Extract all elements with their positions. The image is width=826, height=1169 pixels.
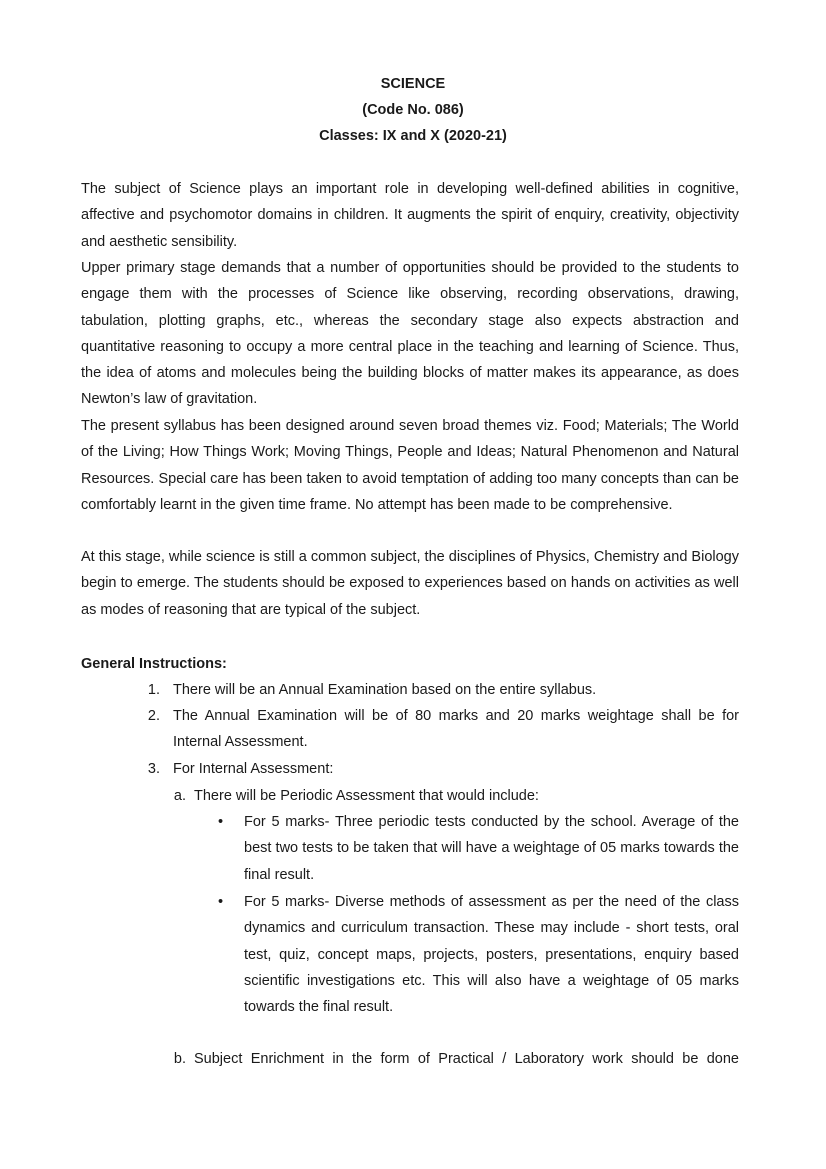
- list-item: There will be an Annual Examination based on the entire syllabus.: [173, 682, 597, 698]
- bullet-icon: •: [218, 814, 224, 830]
- bullet-item: For 5 marks- Diverse methods of assessment as per the need of the class dynamics and curriculum transaction. These may include - short tests, oral test, quiz, concept maps, projects, posters, presentations, enquiry based scientific investigations etc. This will also have a weightage of 05 marks towards the final result.: [244, 894, 739, 1016]
- list-item: The Annual Examination will be of 80 marks and 20 marks weightage shall be for Internal Assessment.: [173, 708, 739, 751]
- sub-item-marker: a.: [173, 788, 186, 804]
- list-marker: 1.: [147, 682, 160, 698]
- bullet-icon: •: [218, 894, 224, 910]
- general-instructions-heading: General Instructions:: [81, 656, 227, 672]
- list-marker: 3.: [147, 761, 160, 777]
- intro-paragraph-3: The present syllabus has been designed around seven broad themes viz. Food; Materials; The World of the Living; How Things Work; Moving Things, People and Ideas; Natural Phenomenon and Natural Resources. Special care has been taken to avoid temptation of adding too many concepts than can be comfortably learnt in the given time frame. No attempt has been made to be comprehensive.: [81, 418, 739, 513]
- classes-line: Classes: IX and X (2020-21): [319, 128, 507, 144]
- intro-paragraph-4: At this stage, while science is still a common subject, the disciplines of Physics, Chemistry and Biology begin to emerge. The students should be exposed to experiences based on hands on activities as well as modes of reasoning that are typical of the subject.: [81, 549, 739, 618]
- intro-paragraph-1: The subject of Science plays an important role in developing well-defined abilities in cognitive, affective and psychomotor domains in children. It augments the spirit of enquiry, creativity, objectivity and aesthetic sensibility.: [81, 181, 739, 250]
- sub-item-marker: b.: [173, 1051, 186, 1067]
- sub-item-a: There will be Periodic Assessment that would include:: [194, 788, 539, 804]
- document-title: SCIENCE: [380, 76, 446, 92]
- subject-code: (Code No. 086): [362, 102, 464, 118]
- list-marker: 2.: [147, 708, 160, 724]
- list-item: For Internal Assessment:: [173, 761, 334, 777]
- bullet-item: For 5 marks- Three periodic tests conducted by the school. Average of the best two tests to be taken that will have a weightage of 05 marks towards the final result.: [244, 814, 739, 883]
- sub-item-b: Subject Enrichment in the form of Practical / Laboratory work should be done: [194, 1051, 739, 1067]
- intro-paragraph-2: Upper primary stage demands that a number of opportunities should be provided to the students to engage them with the processes of Science like observing, recording observations, drawing, tabulation, plotting graphs, etc., whereas the secondary stage also expects abstraction and quantitative reasoning to occupy a more central place in the teaching and learning of Science. Thus, the idea of atoms and molecules being the building blocks of matter makes its appearance, as does Newton’s law of gravitation.: [81, 260, 739, 408]
